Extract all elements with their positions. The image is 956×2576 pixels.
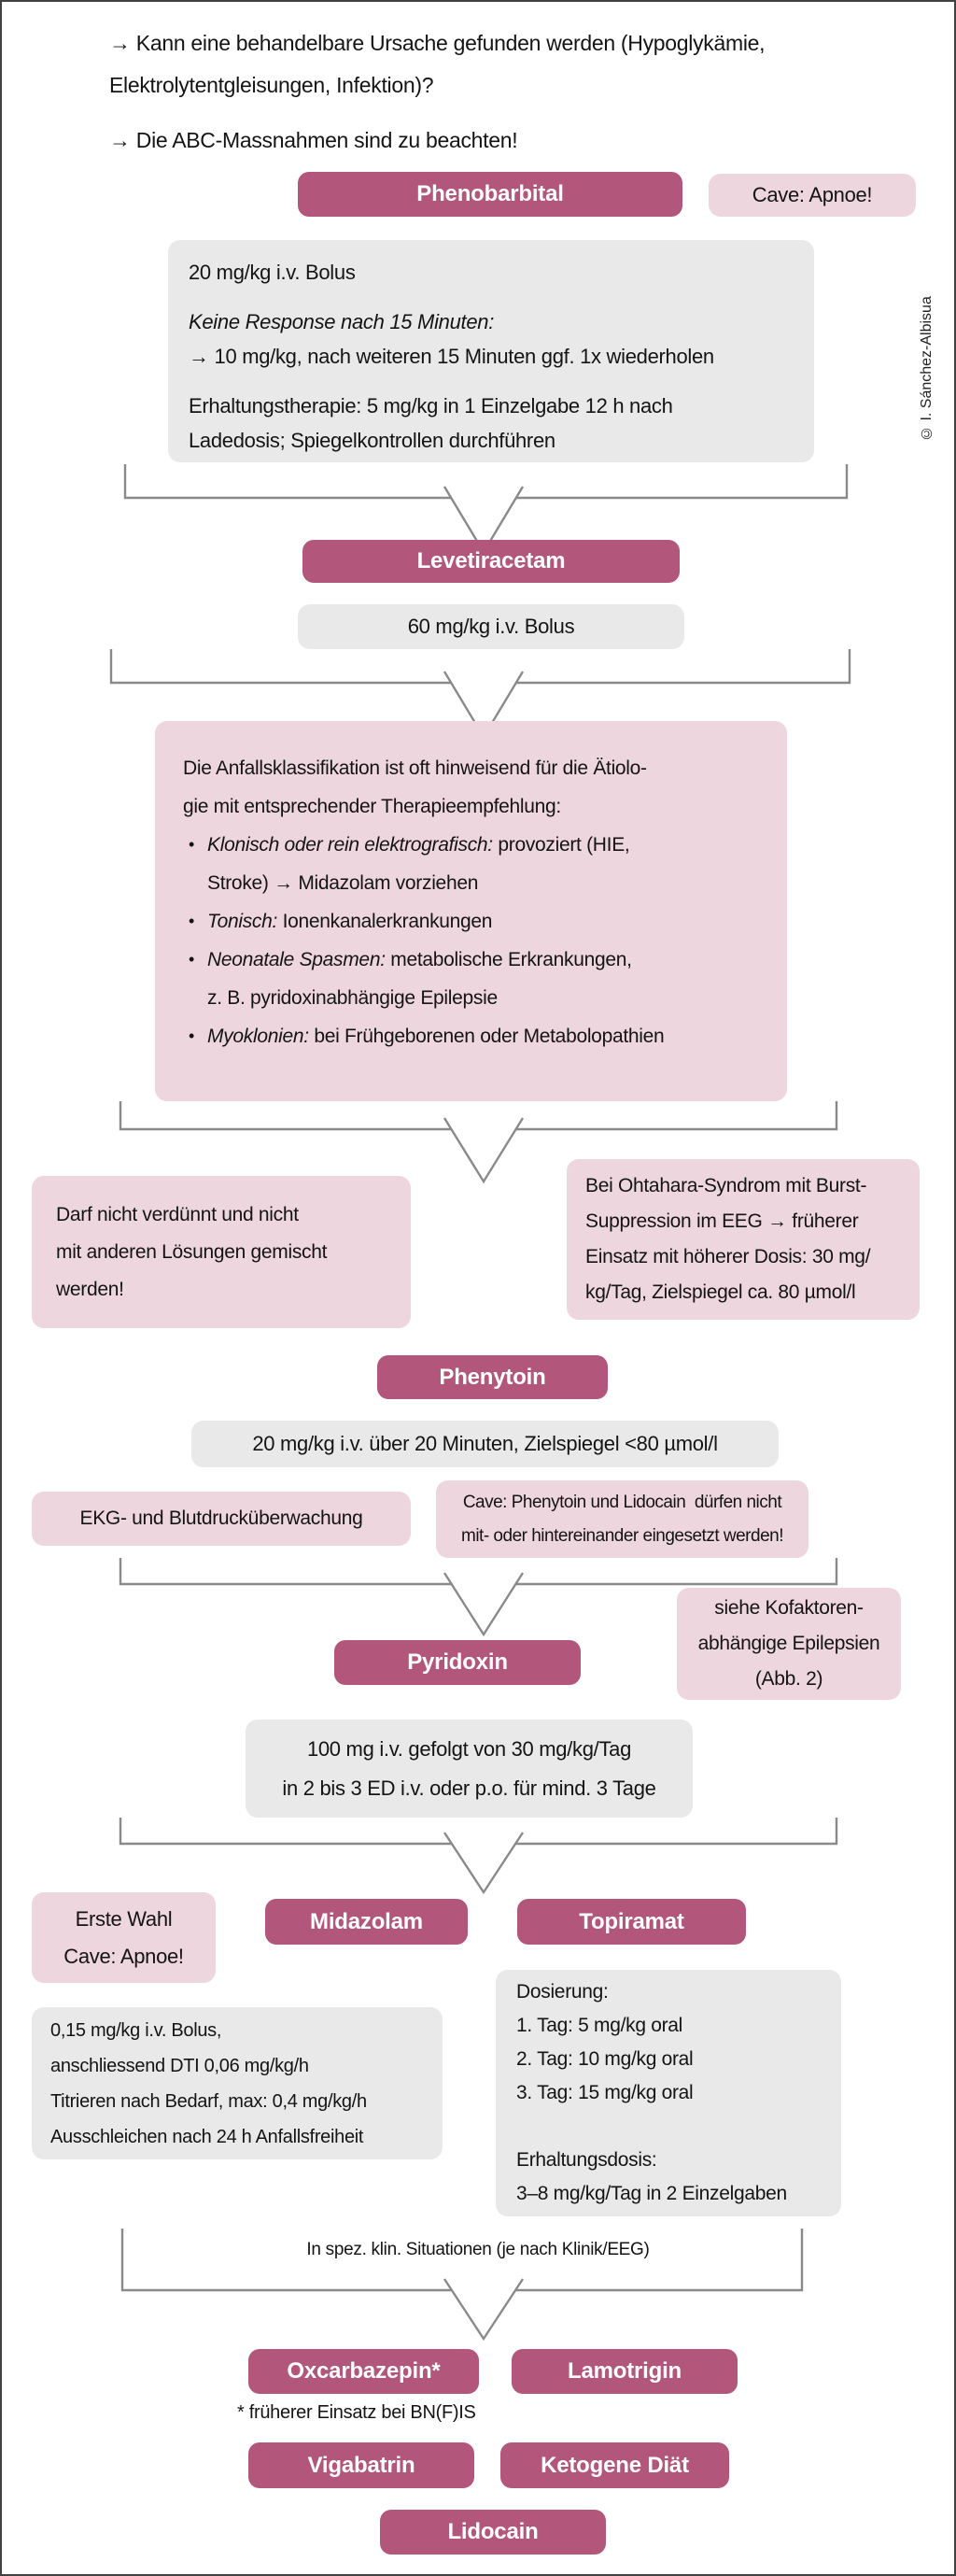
phenobarbital-cave-note: Cave: Apnoe!: [709, 174, 916, 217]
image-credit: © I. Sánchez-Albisua: [919, 296, 935, 441]
intro-question-1: [109, 22, 903, 106]
drug-pill-vigabatrin: Vigabatrin: [248, 2442, 474, 2488]
ohtahara-note: Bei Ohtahara-Syndrom mit Burst- Suppression im EEG → früherer Einsatz mit höherer Dosis: 30 mg/ kg/Tag, Zielspiegel ca. 80 µmol/l: [567, 1159, 920, 1320]
pyridoxin-dose-box: 100 mg i.v. gefolgt von 30 mg/kg/Tag in 2 bis 3 ED i.v. oder p.o. für mind. 3 Tage: [246, 1720, 693, 1818]
classification-bullet-myoclonus: • Myoklonien: bei Frühgeborenen oder Metabolopathien: [183, 1017, 770, 1055]
drug-pill-levetiracetam: Levetiracetam: [302, 540, 680, 583]
midazolam-dose-box: 0,15 mg/kg i.v. Bolus, anschliessend DTI 0,06 mg/kg/h Titrieren nach Bedarf, max: 0,4 mg/kg/h Ausschleichen nach 24 h Anfallsfreiheit: [32, 2007, 443, 2159]
bullet-icon: •: [189, 1026, 195, 1045]
special-situations-label: In spez. klin. Situationen (je nach Klinik/EEG): [306, 2240, 650, 2259]
intro-block: [109, 22, 903, 162]
intro-question-2: [109, 120, 903, 162]
drug-pill-phenytoin: Phenytoin: [377, 1355, 608, 1399]
classification-bullet-tonic: • Tonisch: Ionenkanalerkrankungen: [183, 902, 770, 941]
drug-pill-oxcarbazepin: Oxcarbazepin*: [248, 2349, 479, 2394]
drug-pill-phenobarbital: Phenobarbital: [298, 172, 682, 217]
drug-pill-lidocain: Lidocain: [380, 2510, 606, 2555]
classification-bullet-clonic: • Klonisch oder rein elektrografisch: provoziert (HIE, Stroke) → Midazolam vorziehen: [183, 826, 770, 902]
topiramat-dose-box: Dosierung: 1. Tag: 5 mg/kg oral 2. Tag: 10 mg/kg oral 3. Tag: 15 mg/kg oral Erhaltungsdosis: 3–8 mg/kg/Tag in 2 Einzelgaben: [496, 1970, 841, 2216]
classification-bullet-spasms: • Neonatale Spasmen: metabolische Erkrankungen, z. B. pyridoxinabhängige Epilepsie: [183, 941, 770, 1017]
drug-pill-midazolam: Midazolam: [265, 1899, 468, 1945]
phenobarbital-no-response-label: Keine Response nach 15 Minuten:: [189, 310, 495, 333]
intro-question-2-text: Die ABC-Massnahmen sind zu beachten!: [135, 128, 518, 152]
intro-question-1-text: Kann eine behandelbare Ursache gefunden werden (Hypoglykämie, Elektrolytentgleisungen, Infektion)?: [109, 31, 766, 97]
oxcarbazepin-footnote: * früherer Einsatz bei BN(F)IS: [237, 2402, 476, 2423]
phenytoin-lidocain-cave-note: Cave: Phenytoin und Lidocain dürfen nicht mit- oder hintereinander eingesetzt werden!: [436, 1480, 808, 1558]
classification-intro: Die Anfallsklassifikation ist oft hinweisend für die Ätiolo- gie mit entsprechender Therapieempfehlung:: [183, 757, 647, 817]
arrow-icon: →: [109, 128, 131, 152]
pyridoxin-see-also-note: siehe Kofaktoren- abhängige Epilepsien (Abb. 2): [677, 1588, 901, 1700]
phenytoin-dose-box: 20 mg/kg i.v. über 20 Minuten, Zielspiegel <80 µmol/l: [191, 1421, 779, 1467]
phenobarbital-dose-box: [168, 240, 814, 462]
bullet-icon: •: [189, 912, 195, 930]
phenobarbital-no-response-action: → 10 mg/kg, nach weiteren 15 Minuten ggf. 1x wiederholen: [189, 345, 714, 368]
levetiracetam-dose-box: 60 mg/kg i.v. Bolus: [298, 604, 684, 649]
midazolam-first-choice-note: Erste Wahl Cave: Apnoe!: [32, 1892, 216, 1983]
bullet-icon: •: [189, 950, 195, 969]
bullet-icon: •: [189, 835, 195, 854]
drug-pill-topiramat: Topiramat: [517, 1899, 746, 1945]
phenytoin-monitoring-note: EKG- und Blutdrucküberwachung: [32, 1492, 411, 1546]
drug-pill-pyridoxin: Pyridoxin: [334, 1640, 581, 1685]
arrow-icon: →: [109, 31, 131, 55]
phenobarbital-dose-line: 20 mg/kg i.v. Bolus: [189, 261, 356, 284]
phenobarbital-maintenance: Erhaltungstherapie: 5 mg/kg in 1 Einzelgabe 12 h nach Ladedosis; Spiegelkontrollen durchführen: [189, 394, 673, 452]
no-dilution-note: Darf nicht verdünnt und nicht mit anderen Lösungen gemischt werden!: [32, 1176, 411, 1328]
seizure-classification-box: [155, 721, 787, 1101]
drug-pill-ketogene-diaet: Ketogene Diät: [500, 2442, 729, 2488]
drug-pill-lamotrigin: Lamotrigin: [512, 2349, 738, 2394]
